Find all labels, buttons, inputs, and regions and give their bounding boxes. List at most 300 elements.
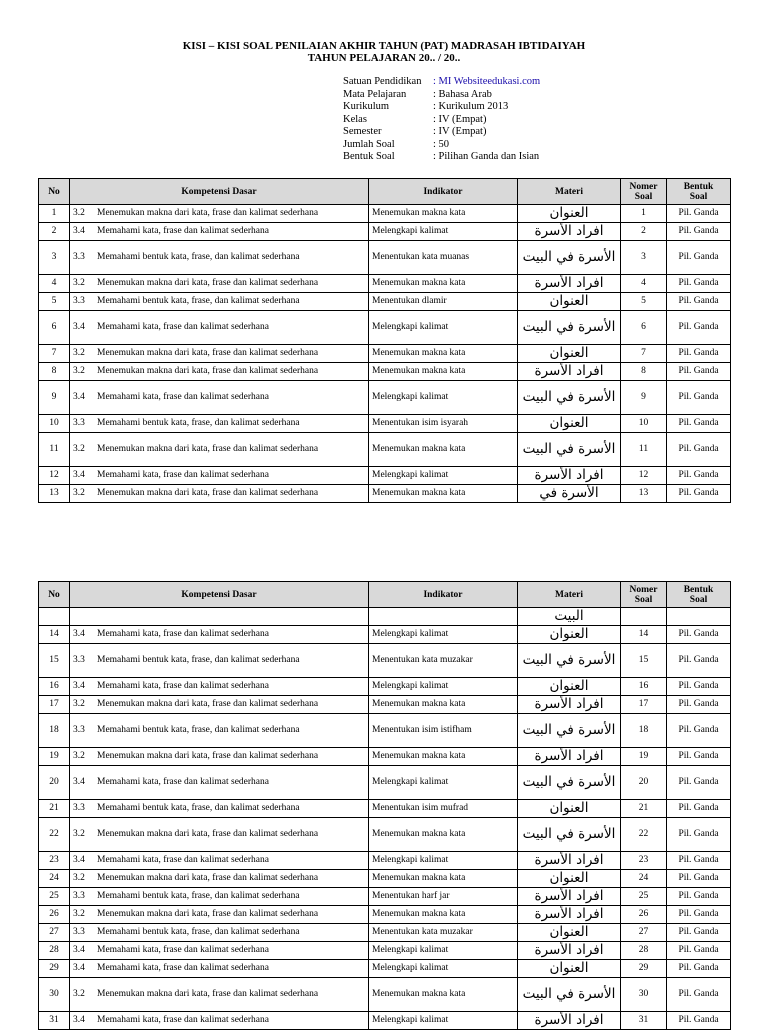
kd-text: Menemukan makna dari kata, frase dan kalimat sederhana [97,444,319,454]
row-no: 10 [39,415,70,433]
kd-number: 3.3 [73,418,85,428]
row-nomer-soal: 13 [621,485,667,503]
kd-text: Menemukan makna dari kata, frase dan kalimat sederhana [97,278,319,288]
col-kompetensi-dasar: Kompetensi Dasar [70,582,369,608]
row-materi: الأسرة في [518,485,621,503]
info-value: : Bahasa Arab [433,88,492,100]
kd-number: 3.2 [73,366,85,376]
kd-text: Memahami bentuk kata, frase, dan kalimat sederhana [97,803,300,813]
kd-number: 3.4 [73,963,85,973]
info-value: : Pilihan Ganda dan Isian [433,151,540,162]
kd-text: Memahami kata, frase dan kalimat sederhana [97,963,269,973]
kd-text: Memahami kata, frase dan kalimat sederhana [97,629,269,639]
kd-number: 3.3 [73,891,85,901]
row-materi: العنوان [518,870,621,888]
table-header-row [39,179,731,205]
row-no: 22 [39,818,70,852]
info-value: : IV (Empat) [433,113,487,125]
kd-number: 3.4 [73,322,85,332]
title-line-2: TAHUN PELAJARAN 20.. / 20.. [307,52,461,64]
row-kompetensi-dasar [70,644,369,678]
kd-number: 3.2 [73,699,85,709]
row-kompetensi-dasar [70,696,369,714]
col-no: No [39,582,70,608]
row-indikator: Menemukan makna kata [369,696,518,714]
row-bentuk-soal: Pil. Ganda [667,363,731,381]
row-nomer-soal: 6 [621,311,667,345]
row-no: 16 [39,678,70,696]
row-bentuk-soal: Pil. Ganda [667,924,731,942]
row-bentuk-soal: Pil. Ganda [667,485,731,503]
info-value: : Kurikulum 2013 [433,101,509,112]
kd-text: Menemukan makna dari kata, frase dan kalimat sederhana [97,488,319,498]
table-row [39,415,731,433]
col-bentuk-soal: Bentuk Soal [667,179,731,205]
row-materi: الأسرة في البيت [518,381,621,415]
kd-number: 3.3 [73,655,85,665]
table-row [39,311,731,345]
row-materi: افراد الأسرة [518,223,621,241]
info-row [343,76,540,89]
kd-number: 3.4 [73,1015,85,1025]
row-indikator: Menemukan makna kata [369,485,518,503]
row-indikator: Melengkapi kalimat [369,1012,518,1030]
row-materi: العنوان [518,626,621,644]
kd-text: Menemukan makna dari kata, frase dan kalimat sederhana [97,909,319,919]
kd-number: 3.2 [73,278,85,288]
row-materi: الأسرة في البيت [518,766,621,800]
row-nomer-soal: 11 [621,433,667,467]
kd-number: 3.2 [73,488,85,498]
row-materi: الأسرة في البيت [518,978,621,1012]
col-nomer-soal: Nomer Soal [621,179,667,205]
row-kompetensi-dasar [70,888,369,906]
row-kompetensi-dasar [70,960,369,978]
row-no: 21 [39,800,70,818]
row-indikator: Menemukan makna kata [369,906,518,924]
row-nomer-soal: 27 [621,924,667,942]
row-kompetensi-dasar [70,870,369,888]
row-no: 4 [39,275,70,293]
row-bentuk-soal: Pil. Ganda [667,241,731,275]
table-row [39,433,731,467]
row-no: 13 [39,485,70,503]
kd-text: Memahami bentuk kata, frase, dan kalimat sederhana [97,655,300,665]
row-bentuk-soal: Pil. Ganda [667,870,731,888]
row-no: 8 [39,363,70,381]
kisi-table-page-2 [38,581,731,1030]
col-kompetensi-dasar: Kompetensi Dasar [70,179,369,205]
kd-text: Memahami kata, frase dan kalimat sederhana [97,392,269,402]
row-nomer-soal: 7 [621,345,667,363]
row-indikator: Menemukan makna kata [369,363,518,381]
row-materi: افراد الأسرة [518,748,621,766]
info-label: Jumlah Soal [343,138,395,150]
row-kompetensi-dasar [70,223,369,241]
col-materi: Materi [518,179,621,205]
kd-number: 3.2 [73,348,85,358]
kd-text: Memahami bentuk kata, frase, dan kalimat sederhana [97,927,300,937]
col-no: No [39,179,70,205]
col-nomer-soal: Nomer Soal [621,582,667,608]
row-nomer-soal: 24 [621,870,667,888]
table-header-row [39,582,731,608]
row-no: 7 [39,345,70,363]
kd-number: 3.4 [73,470,85,480]
info-label: Kelas [343,113,367,125]
row-bentuk-soal: Pil. Ganda [667,311,731,345]
row-no [39,608,70,626]
row-kompetensi-dasar [70,608,369,626]
table-row [39,678,731,696]
row-materi: العنوان [518,800,621,818]
kd-number: 3.2 [73,751,85,761]
row-no: 31 [39,1012,70,1030]
info-label: Kurikulum [343,101,390,112]
row-bentuk-soal: Pil. Ganda [667,766,731,800]
table-row [39,644,731,678]
kd-number: 3.2 [73,208,85,218]
kd-text: Menemukan makna dari kata, frase dan kalimat sederhana [97,348,319,358]
kd-number: 3.3 [73,803,85,813]
row-bentuk-soal: Pil. Ganda [667,381,731,415]
info-label: Satuan Pendidikan [343,76,422,87]
row-nomer-soal: 2 [621,223,667,241]
table-row [39,381,731,415]
info-row [343,126,540,139]
row-no: 18 [39,714,70,748]
row-kompetensi-dasar [70,766,369,800]
row-kompetensi-dasar [70,381,369,415]
row-indikator: Melengkapi kalimat [369,467,518,485]
row-nomer-soal: 5 [621,293,667,311]
row-bentuk-soal: Pil. Ganda [667,696,731,714]
identity-block [343,76,540,164]
row-no: 30 [39,978,70,1012]
table-row [39,205,731,223]
col-indikator: Indikator [369,179,518,205]
row-indikator: Melengkapi kalimat [369,311,518,345]
kd-text: Memahami bentuk kata, frase, dan kalimat sederhana [97,418,300,428]
row-kompetensi-dasar [70,978,369,1012]
row-bentuk-soal: Pil. Ganda [667,415,731,433]
row-nomer-soal: 23 [621,852,667,870]
row-nomer-soal: 3 [621,241,667,275]
kd-number: 3.3 [73,927,85,937]
info-value: : IV (Empat) [433,126,487,137]
table-row [39,942,731,960]
school-link[interactable]: : MI Websiteedukasi.com [433,76,541,87]
kd-number: 3.3 [73,252,85,262]
row-bentuk-soal: Pil. Ganda [667,275,731,293]
row-kompetensi-dasar [70,748,369,766]
row-indikator: Menemukan makna kata [369,433,518,467]
row-indikator: Melengkapi kalimat [369,852,518,870]
row-indikator: Melengkapi kalimat [369,626,518,644]
table-row [39,293,731,311]
kd-text: Memahami bentuk kata, frase, dan kalimat sederhana [97,891,300,901]
row-nomer-soal: 26 [621,906,667,924]
col-bentuk-soal: Bentuk Soal [667,582,731,608]
kisi-table-page-1 [38,178,731,503]
row-kompetensi-dasar [70,906,369,924]
kd-number: 3.4 [73,681,85,691]
kd-text: Memahami kata, frase dan kalimat sederhana [97,681,269,691]
table-row [39,608,731,626]
row-materi: افراد الأسرة [518,1012,621,1030]
row-materi: العنوان [518,293,621,311]
row-no: 26 [39,906,70,924]
row-nomer-soal: 25 [621,888,667,906]
row-nomer-soal: 22 [621,818,667,852]
table-row [39,852,731,870]
row-nomer-soal: 8 [621,363,667,381]
row-no: 12 [39,467,70,485]
kd-number: 3.3 [73,296,85,306]
row-materi: البيت [518,608,621,626]
row-materi: العنوان [518,678,621,696]
table-row [39,275,731,293]
row-kompetensi-dasar [70,626,369,644]
kd-text: Menemukan makna dari kata, frase dan kalimat sederhana [97,989,319,999]
info-label: Bentuk Soal [343,151,395,162]
row-indikator: Menentukan harf jar [369,888,518,906]
row-kompetensi-dasar [70,363,369,381]
row-bentuk-soal: Pil. Ganda [667,888,731,906]
row-nomer-soal: 28 [621,942,667,960]
row-no: 23 [39,852,70,870]
table-row [39,626,731,644]
row-kompetensi-dasar [70,415,369,433]
row-bentuk-soal: Pil. Ganda [667,223,731,241]
kd-text: Memahami bentuk kata, frase, dan kalimat sederhana [97,252,300,262]
row-indikator: Menentukan isim istifham [369,714,518,748]
row-materi: الأسرة في البيت [518,714,621,748]
info-row [343,139,540,152]
row-indikator: Menemukan makna kata [369,275,518,293]
row-bentuk-soal: Pil. Ganda [667,906,731,924]
kd-number: 3.4 [73,945,85,955]
row-indikator: Menentukan isim mufrad [369,800,518,818]
row-nomer-soal: 12 [621,467,667,485]
table-row [39,345,731,363]
kd-text: Memahami kata, frase dan kalimat sederhana [97,322,269,332]
info-row [343,151,540,164]
kd-text: Menemukan makna dari kata, frase dan kalimat sederhana [97,751,319,761]
row-indikator: Menentukan kata muzakar [369,644,518,678]
row-kompetensi-dasar [70,345,369,363]
kd-text: Memahami bentuk kata, frase, dan kalimat sederhana [97,725,300,735]
info-value: : 50 [433,138,450,150]
row-bentuk-soal: Pil. Ganda [667,293,731,311]
table-row [39,800,731,818]
row-nomer-soal: 31 [621,1012,667,1030]
row-nomer-soal: 10 [621,415,667,433]
row-nomer-soal: 14 [621,626,667,644]
col-indikator: Indikator [369,582,518,608]
row-indikator: Melengkapi kalimat [369,942,518,960]
row-kompetensi-dasar [70,818,369,852]
row-indikator: Menentukan isim isyarah [369,415,518,433]
kd-text: Menemukan makna dari kata, frase dan kalimat sederhana [97,366,319,376]
row-indikator: Melengkapi kalimat [369,381,518,415]
row-kompetensi-dasar [70,293,369,311]
table-row [39,960,731,978]
kd-text: Memahami kata, frase dan kalimat sederhana [97,855,269,865]
row-bentuk-soal: Pil. Ganda [667,978,731,1012]
row-bentuk-soal: Pil. Ganda [667,467,731,485]
row-no: 14 [39,626,70,644]
kd-number: 3.2 [73,873,85,883]
row-kompetensi-dasar [70,800,369,818]
row-materi: الأسرة في البيت [518,311,621,345]
row-no: 5 [39,293,70,311]
kd-number: 3.2 [73,989,85,999]
kd-text: Memahami kata, frase dan kalimat sederhana [97,1015,269,1025]
table-row [39,748,731,766]
row-indikator [369,608,518,626]
row-bentuk-soal: Pil. Ganda [667,626,731,644]
row-nomer-soal: 20 [621,766,667,800]
row-kompetensi-dasar [70,433,369,467]
row-nomer-soal: 19 [621,748,667,766]
row-materi: افراد الأسرة [518,852,621,870]
table-row [39,467,731,485]
row-kompetensi-dasar [70,311,369,345]
table-row [39,485,731,503]
row-materi: افراد الأسرة [518,363,621,381]
row-indikator: Menemukan makna kata [369,978,518,1012]
row-materi: افراد الأسرة [518,696,621,714]
row-materi: العنوان [518,345,621,363]
row-nomer-soal: 30 [621,978,667,1012]
row-materi: العنوان [518,960,621,978]
row-nomer-soal: 18 [621,714,667,748]
kd-text: Menemukan makna dari kata, frase dan kalimat sederhana [97,829,319,839]
row-materi: افراد الأسرة [518,906,621,924]
row-nomer-soal: 15 [621,644,667,678]
row-no: 1 [39,205,70,223]
kd-text: Menemukan makna dari kata, frase dan kalimat sederhana [97,873,319,883]
row-materi: الأسرة في البيت [518,644,621,678]
row-indikator: Melengkapi kalimat [369,223,518,241]
row-indikator: Menentukan kata muzakar [369,924,518,942]
row-no: 2 [39,223,70,241]
document-title [0,40,768,64]
kd-number: 3.4 [73,226,85,236]
row-bentuk-soal: Pil. Ganda [667,1012,731,1030]
row-no: 3 [39,241,70,275]
kd-text: Memahami kata, frase dan kalimat sederhana [97,777,269,787]
row-materi: الأسرة في البيت [518,818,621,852]
row-materi: العنوان [518,415,621,433]
row-materi: العنوان [518,924,621,942]
row-kompetensi-dasar [70,205,369,223]
kd-number: 3.4 [73,629,85,639]
row-kompetensi-dasar [70,678,369,696]
row-kompetensi-dasar [70,467,369,485]
row-bentuk-soal: Pil. Ganda [667,852,731,870]
row-nomer-soal: 4 [621,275,667,293]
row-nomer-soal: 29 [621,960,667,978]
row-materi: افراد الأسرة [518,942,621,960]
row-indikator: Menemukan makna kata [369,345,518,363]
row-no: 24 [39,870,70,888]
row-materi: افراد الأسرة [518,888,621,906]
kd-text: Menemukan makna dari kata, frase dan kalimat sederhana [97,699,319,709]
row-materi: العنوان [518,205,621,223]
table-row [39,818,731,852]
row-no: 25 [39,888,70,906]
info-row [343,89,540,102]
kd-number: 3.3 [73,725,85,735]
table-row [39,978,731,1012]
row-indikator: Menemukan makna kata [369,870,518,888]
kd-text: Memahami kata, frase dan kalimat sederhana [97,470,269,480]
row-indikator: Melengkapi kalimat [369,766,518,800]
row-indikator: Menentukan dlamir [369,293,518,311]
row-kompetensi-dasar [70,714,369,748]
table-row [39,888,731,906]
row-kompetensi-dasar [70,942,369,960]
row-no: 11 [39,433,70,467]
kd-text: Memahami kata, frase dan kalimat sederhana [97,945,269,955]
row-bentuk-soal: Pil. Ganda [667,345,731,363]
row-bentuk-soal: Pil. Ganda [667,714,731,748]
info-label: Semester [343,126,382,137]
row-materi: الأسرة في البيت [518,433,621,467]
row-bentuk-soal [667,608,731,626]
row-no: 9 [39,381,70,415]
table-row [39,696,731,714]
table-row [39,241,731,275]
title-line-1: KISI – KISI SOAL PENILAIAN AKHIR TAHUN (PAT) MADRASAH IBTIDAIYAH [182,40,586,52]
info-label: Mata Pelajaran [343,88,407,100]
kd-text: Menemukan makna dari kata, frase dan kalimat sederhana [97,208,319,218]
kd-number: 3.2 [73,829,85,839]
row-kompetensi-dasar [70,852,369,870]
info-row [343,114,540,127]
row-kompetensi-dasar [70,241,369,275]
kd-text: Memahami kata, frase dan kalimat sederhana [97,226,269,236]
row-bentuk-soal: Pil. Ganda [667,800,731,818]
col-materi: Materi [518,582,621,608]
row-bentuk-soal: Pil. Ganda [667,644,731,678]
kd-number: 3.2 [73,909,85,919]
row-no: 17 [39,696,70,714]
row-nomer-soal: 1 [621,205,667,223]
kd-number: 3.4 [73,855,85,865]
row-no: 28 [39,942,70,960]
table-row [39,363,731,381]
row-indikator: Menemukan makna kata [369,748,518,766]
table-row [39,924,731,942]
kd-text: Memahami bentuk kata, frase, dan kalimat sederhana [97,296,300,306]
table-row [39,714,731,748]
row-bentuk-soal: Pil. Ganda [667,678,731,696]
row-kompetensi-dasar [70,924,369,942]
row-nomer-soal: 9 [621,381,667,415]
row-indikator: Melengkapi kalimat [369,678,518,696]
row-kompetensi-dasar [70,1012,369,1030]
row-bentuk-soal: Pil. Ganda [667,748,731,766]
row-no: 6 [39,311,70,345]
row-materi: الأسرة في البيت [518,241,621,275]
row-kompetensi-dasar [70,275,369,293]
row-no: 19 [39,748,70,766]
row-nomer-soal: 21 [621,800,667,818]
kd-number: 3.2 [73,444,85,454]
